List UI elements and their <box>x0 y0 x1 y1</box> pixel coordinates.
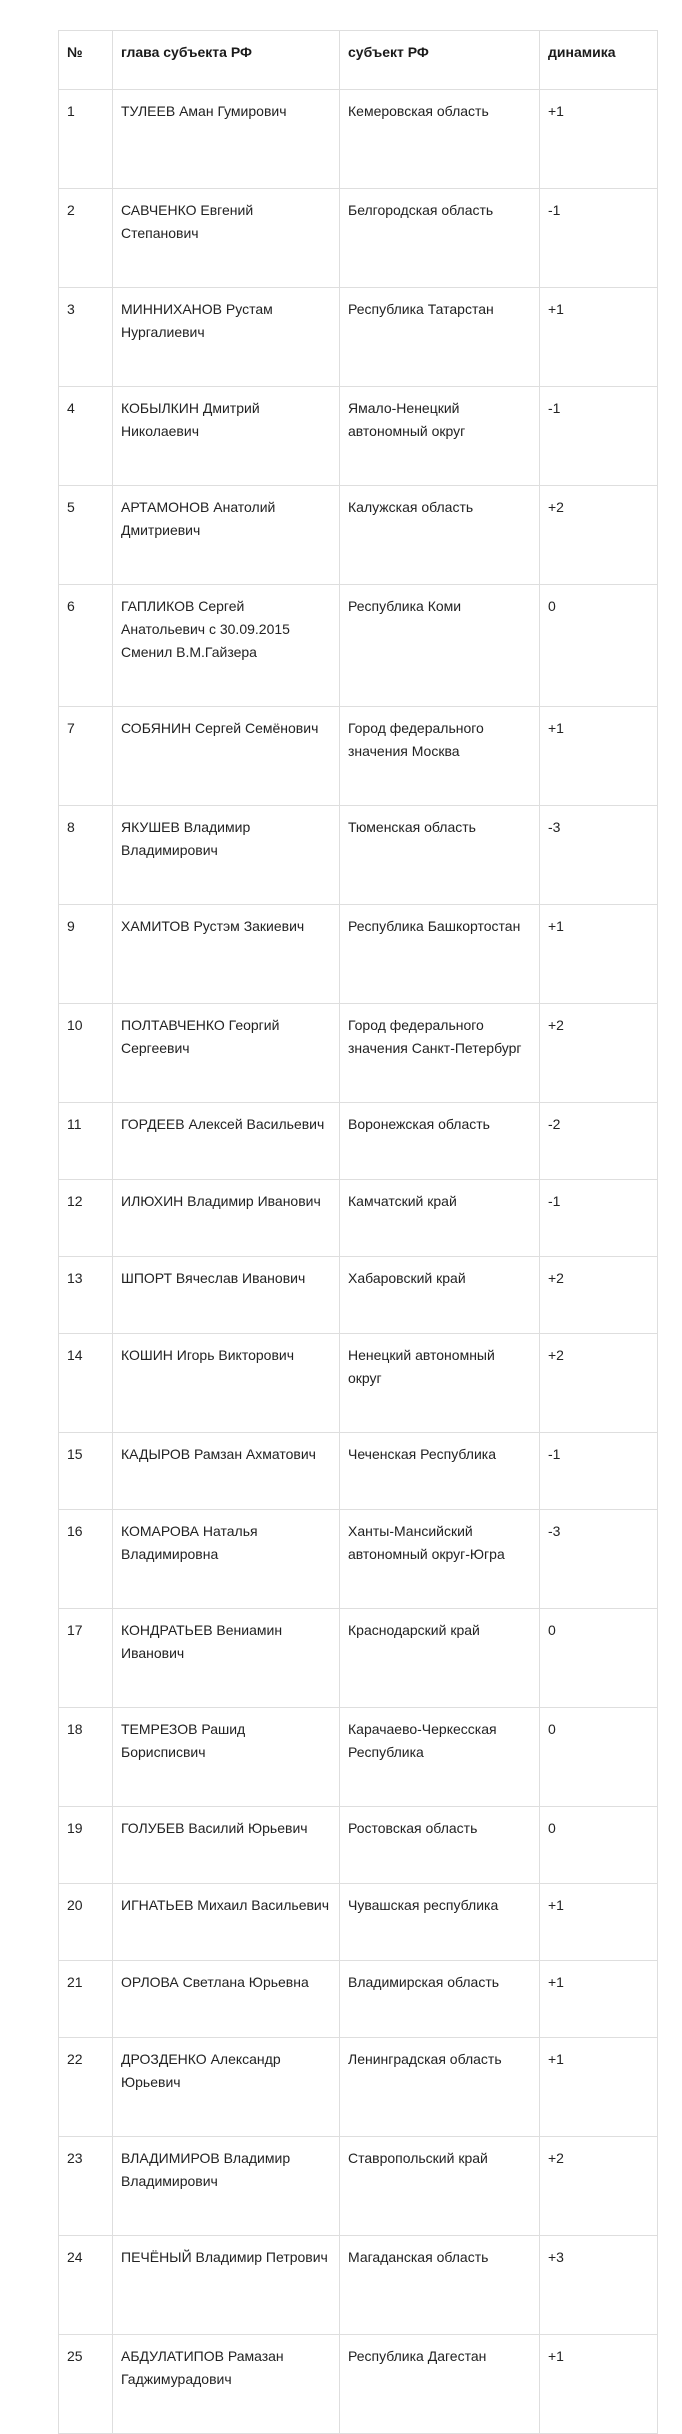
cell-num: 22 <box>59 2038 113 2137</box>
table-row <box>59 1884 658 1961</box>
cell-head: ГОРДЕЕВ Алексей Васильевич <box>113 1103 340 1180</box>
cell-region: Ханты-Мансийский автономный округ-Югра <box>340 1510 540 1609</box>
cell-num: 21 <box>59 1961 113 2038</box>
cell-num: 1 <box>59 90 113 189</box>
cell-region: Республика Дагестан <box>340 2335 540 2434</box>
cell-region: Карачаево-Черкесская Республика <box>340 1708 540 1807</box>
cell-num: 7 <box>59 707 113 806</box>
cell-head: ГАПЛИКОВ Сергей Анатольевич с 30.09.2015 Сменил В.М.Гайзера <box>113 585 340 707</box>
cell-head: МИННИХАНОВ Рустам Нургалиевич <box>113 288 340 387</box>
header-num: № <box>59 31 113 90</box>
table-row <box>59 1609 658 1708</box>
cell-num: 11 <box>59 1103 113 1180</box>
cell-region: Хабаровский край <box>340 1257 540 1334</box>
cell-region: Город федерального значения Москва <box>340 707 540 806</box>
cell-num: 12 <box>59 1180 113 1257</box>
cell-dynamics: +1 <box>540 1884 658 1961</box>
cell-num: 25 <box>59 2335 113 2434</box>
table-row <box>59 2335 658 2434</box>
cell-head: СОБЯНИН Сергей Семёнович <box>113 707 340 806</box>
cell-num: 3 <box>59 288 113 387</box>
cell-region: Владимирская область <box>340 1961 540 2038</box>
cell-dynamics: -1 <box>540 189 658 288</box>
cell-region: Ямало-Ненецкий автономный округ <box>340 387 540 486</box>
cell-num: 8 <box>59 806 113 905</box>
cell-head: ШПОРТ Вячеслав Иванович <box>113 1257 340 1334</box>
cell-head: КОШИН Игорь Викторович <box>113 1334 340 1433</box>
cell-head: АБДУЛАТИПОВ Рамазан Гаджимурадович <box>113 2335 340 2434</box>
cell-dynamics: +1 <box>540 288 658 387</box>
cell-region: Ставропольский край <box>340 2137 540 2236</box>
cell-num: 5 <box>59 486 113 585</box>
cell-num: 14 <box>59 1334 113 1433</box>
governors-ranking-table <box>58 30 658 2434</box>
cell-region: Республика Татарстан <box>340 288 540 387</box>
cell-region: Чеченская Республика <box>340 1433 540 1510</box>
cell-dynamics: +1 <box>540 90 658 189</box>
cell-region: Ленинградская область <box>340 2038 540 2137</box>
table-row <box>59 2137 658 2236</box>
table-row <box>59 1433 658 1510</box>
cell-region: Краснодарский край <box>340 1609 540 1708</box>
table-row <box>59 1510 658 1609</box>
cell-head: КАДЫРОВ Рамзан Ахматович <box>113 1433 340 1510</box>
cell-dynamics: 0 <box>540 1609 658 1708</box>
cell-head: ДРОЗДЕНКО Александр Юрьевич <box>113 2038 340 2137</box>
table-row <box>59 1004 658 1103</box>
table-row <box>59 189 658 288</box>
cell-region: Магаданская область <box>340 2236 540 2335</box>
cell-head: КОБЫЛКИН Дмитрий Николаевич <box>113 387 340 486</box>
cell-dynamics: -3 <box>540 806 658 905</box>
cell-region: Тюменская область <box>340 806 540 905</box>
cell-num: 19 <box>59 1807 113 1884</box>
cell-region: Ненецкий автономный округ <box>340 1334 540 1433</box>
header-head: глава субъекта РФ <box>113 31 340 90</box>
cell-head: КОНДРАТЬЕВ Вениамин Иванович <box>113 1609 340 1708</box>
table-row <box>59 90 658 189</box>
cell-head: ТУЛЕЕВ Аман Гумирович <box>113 90 340 189</box>
cell-dynamics: 0 <box>540 1807 658 1884</box>
cell-num: 10 <box>59 1004 113 1103</box>
cell-region: Город федерального значения Санкт-Петербург <box>340 1004 540 1103</box>
cell-region: Воронежская область <box>340 1103 540 1180</box>
cell-num: 16 <box>59 1510 113 1609</box>
cell-dynamics: +2 <box>540 1004 658 1103</box>
table-row <box>59 1807 658 1884</box>
cell-dynamics: -1 <box>540 1433 658 1510</box>
cell-head: ПОЛТАВЧЕНКО Георгий Сергеевич <box>113 1004 340 1103</box>
cell-dynamics: +1 <box>540 2335 658 2434</box>
cell-dynamics: +2 <box>540 1257 658 1334</box>
cell-num: 6 <box>59 585 113 707</box>
cell-dynamics: +1 <box>540 1961 658 2038</box>
table-row <box>59 1334 658 1433</box>
cell-head: ЯКУШЕВ Владимир Владимирович <box>113 806 340 905</box>
cell-head: ТЕМРЕЗОВ Рашид Борисписвич <box>113 1708 340 1807</box>
table-row <box>59 2038 658 2137</box>
table-row <box>59 585 658 707</box>
table-row <box>59 806 658 905</box>
cell-head: КОМАРОВА Наталья Владимировна <box>113 1510 340 1609</box>
table-row <box>59 1257 658 1334</box>
cell-head: ПЕЧЁНЫЙ Владимир Петрович <box>113 2236 340 2335</box>
cell-num: 9 <box>59 905 113 1004</box>
table-row <box>59 2236 658 2335</box>
cell-dynamics: -3 <box>540 1510 658 1609</box>
cell-num: 2 <box>59 189 113 288</box>
cell-dynamics: +2 <box>540 1334 658 1433</box>
cell-head: ГОЛУБЕВ Василий Юрьевич <box>113 1807 340 1884</box>
cell-head: ХАМИТОВ Рустэм Закиевич <box>113 905 340 1004</box>
cell-dynamics: 0 <box>540 585 658 707</box>
cell-num: 15 <box>59 1433 113 1510</box>
cell-num: 23 <box>59 2137 113 2236</box>
table-row <box>59 1180 658 1257</box>
cell-region: Республика Коми <box>340 585 540 707</box>
cell-head: ИЛЮХИН Владимир Иванович <box>113 1180 340 1257</box>
table-row <box>59 288 658 387</box>
cell-dynamics: +1 <box>540 2038 658 2137</box>
cell-dynamics: 0 <box>540 1708 658 1807</box>
cell-dynamics: +1 <box>540 707 658 806</box>
cell-region: Республика Башкортостан <box>340 905 540 1004</box>
cell-dynamics: -2 <box>540 1103 658 1180</box>
cell-dynamics: -1 <box>540 387 658 486</box>
table-row <box>59 707 658 806</box>
header-region: субъект РФ <box>340 31 540 90</box>
cell-region: Калужская область <box>340 486 540 585</box>
cell-dynamics: -1 <box>540 1180 658 1257</box>
cell-head: ОРЛОВА Светлана Юрьевна <box>113 1961 340 2038</box>
cell-region: Кемеровская область <box>340 90 540 189</box>
table-row <box>59 387 658 486</box>
cell-head: ВЛАДИМИРОВ Владимир Владимирович <box>113 2137 340 2236</box>
table-header-row <box>59 31 658 90</box>
cell-dynamics: +3 <box>540 2236 658 2335</box>
cell-region: Белгородская область <box>340 189 540 288</box>
header-dynamics: динамика <box>540 31 658 90</box>
table-row <box>59 486 658 585</box>
cell-dynamics: +1 <box>540 905 658 1004</box>
cell-num: 18 <box>59 1708 113 1807</box>
table-row <box>59 905 658 1004</box>
cell-dynamics: +2 <box>540 2137 658 2236</box>
cell-head: АРТАМОНОВ Анатолий Дмитриевич <box>113 486 340 585</box>
table-row <box>59 1961 658 2038</box>
table-row <box>59 1708 658 1807</box>
cell-num: 4 <box>59 387 113 486</box>
cell-dynamics: +2 <box>540 486 658 585</box>
cell-head: ИГНАТЬЕВ Михаил Васильевич <box>113 1884 340 1961</box>
cell-head: САВЧЕНКО Евгений Степанович <box>113 189 340 288</box>
cell-num: 17 <box>59 1609 113 1708</box>
cell-num: 20 <box>59 1884 113 1961</box>
cell-region: Чувашская республика <box>340 1884 540 1961</box>
table-row <box>59 1103 658 1180</box>
cell-num: 24 <box>59 2236 113 2335</box>
cell-region: Ростовская область <box>340 1807 540 1884</box>
cell-region: Камчатский край <box>340 1180 540 1257</box>
cell-num: 13 <box>59 1257 113 1334</box>
